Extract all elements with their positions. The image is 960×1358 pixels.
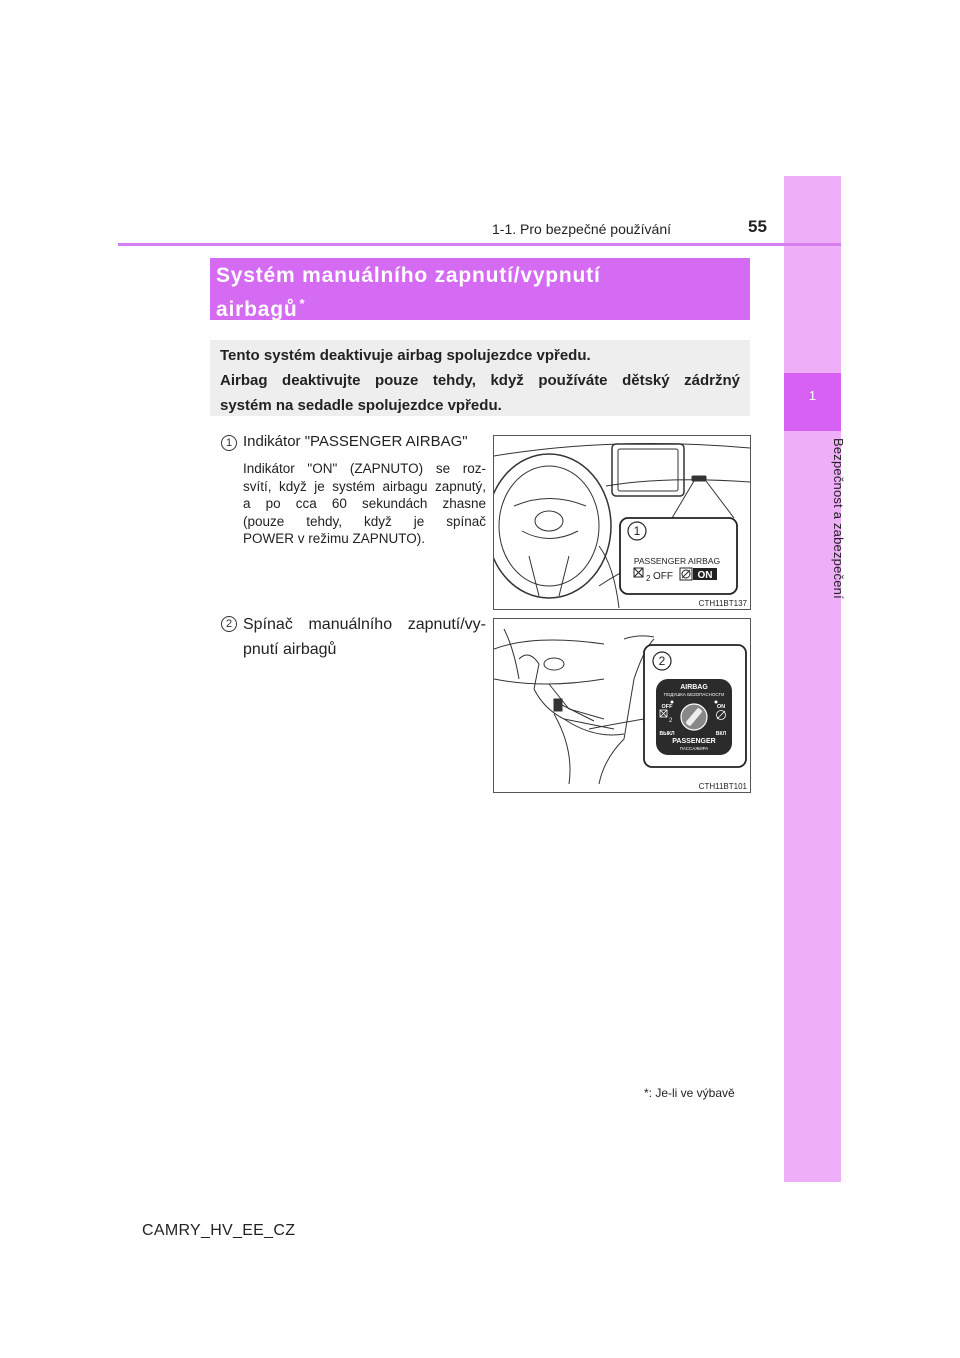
chapter-title: Bezpečnost a zabezpečení: [831, 438, 846, 599]
figure-2-callout: 2: [658, 654, 666, 668]
switch-off-label: OFF: [661, 704, 673, 710]
figure-2-code: CTH11BT101: [698, 782, 747, 791]
item-1-body-line: Indikátor "ON" (ZAPNUTO) se roz-: [243, 461, 486, 476]
switch-seat-number: 2: [669, 718, 673, 724]
switch-on-ru-label: ВКЛ: [715, 731, 727, 737]
figure-1-code: CTH11BT137: [698, 599, 747, 608]
item-2-title-line: Spínač manuálního zapnutí/vy-: [243, 616, 486, 633]
title-line-1: Systém manuálního zapnutí/vypnutí: [216, 264, 601, 287]
off-label: OFF: [653, 571, 673, 582]
item-1-title: Indikátor "PASSENGER AIRBAG": [243, 433, 468, 450]
intro-line-3: systém na sedadle spolujezdce vpředu.: [220, 397, 502, 414]
intro-line-1: Tento systém deaktivuje airbag spolujezdce vpředu.: [220, 347, 591, 364]
title-line-2: [216, 290, 744, 324]
item-2-title: [243, 612, 486, 662]
chapter-number: 1: [808, 388, 817, 403]
figure-dashboard-indicator: [493, 435, 751, 610]
page-number: 55: [748, 217, 767, 236]
passenger-ru-label: ПАССАЖИРА: [679, 746, 709, 751]
title-line-2-text: airbagů: [216, 298, 298, 321]
title-star: *: [299, 296, 306, 311]
footnote: *: Je-li ve výbavě: [644, 1086, 735, 1100]
item-1-body: [243, 460, 486, 548]
glovebox-illustration: [494, 619, 750, 792]
item-2-number: 2: [221, 616, 237, 632]
airbag-label: AIRBAG: [680, 684, 708, 691]
item-2-title-line: pnutí airbagů: [243, 641, 337, 658]
seat-number: 2: [646, 574, 651, 583]
on-label: ON: [697, 570, 713, 581]
item-1-body-line: a po cca 60 sekundách zhasne: [243, 496, 486, 511]
model-code: CAMRY_HV_EE_CZ: [142, 1222, 296, 1239]
figure-airbag-switch: [493, 618, 751, 793]
item-1-number: 1: [221, 435, 237, 451]
switch-on-label: ON: [716, 704, 726, 710]
passenger-airbag-label: PASSENGER AIRBAG: [633, 556, 721, 566]
passenger-label: PASSENGER: [672, 738, 716, 745]
intro-line-2: Airbag deaktivujte pouze tehdy, když používáte dětský zádržný: [220, 372, 740, 389]
chapter-side-tab: [784, 176, 841, 1182]
dashboard-illustration: [494, 436, 750, 609]
section-title: 1-1. Pro bezpečné používání: [492, 221, 672, 237]
airbag-ru-label: ПОДУШКА БЕЗОПАСНОСТИ: [663, 692, 725, 697]
header-rule: [118, 243, 841, 246]
airbag-on-icon: [680, 568, 692, 580]
title-box: [210, 258, 750, 320]
switch-off-ru-label: ВЫКЛ: [659, 731, 675, 737]
item-1-body-line: (pouze tehdy, když je spínač: [243, 513, 486, 529]
intro-box: [210, 340, 750, 416]
figure-1-callout: 1: [633, 524, 641, 538]
item-1-body-line: POWER v režimu ZAPNUTO).: [243, 531, 426, 546]
item-1-body-line: svítí, když je systém airbagu zapnutý,: [243, 478, 486, 494]
